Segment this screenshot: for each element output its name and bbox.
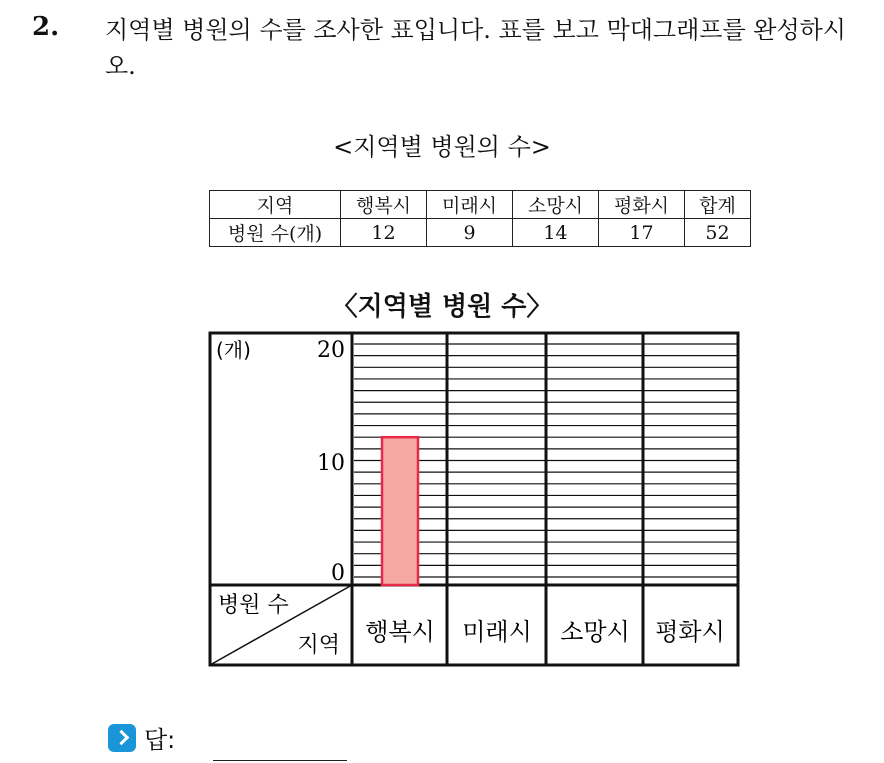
- y-tick-label: 0: [331, 561, 345, 586]
- answer-blank[interactable]: [213, 760, 347, 761]
- table-header-cell: 소망시: [513, 191, 599, 219]
- chevron-right-icon: [108, 724, 136, 752]
- chart-title: 〈지역별 병원 수〉: [331, 292, 553, 322]
- y-tick-label: 10: [317, 451, 345, 476]
- category-label: 미래시: [462, 618, 532, 646]
- unit-label: (개): [216, 338, 251, 362]
- answer-label: 답:: [144, 726, 176, 754]
- answer-area: [108, 720, 175, 755]
- table-cell: 14: [513, 219, 599, 247]
- table-header-cell: 행복시: [341, 191, 427, 219]
- corner-top-label: 병원 수: [218, 593, 289, 618]
- table-title: <지역별 병원의 수>: [333, 133, 551, 161]
- table-cell: 52: [685, 219, 751, 247]
- table-cell: 9: [427, 219, 513, 247]
- table-cell: 병원 수(개): [210, 219, 341, 247]
- category-label: 행복시: [365, 618, 435, 646]
- table-header-cell: 평화시: [599, 191, 685, 219]
- table-cell: 17: [599, 219, 685, 247]
- question-number: 2.: [32, 12, 60, 42]
- category-label: 평화시: [655, 618, 725, 646]
- table-header-cell: 합계: [685, 191, 751, 219]
- y-tick-label: 20: [317, 338, 345, 363]
- category-label: 소망시: [560, 618, 630, 646]
- question-text: 지역별 병원의 수를 조사한 표입니다. 표를 보고 막대그래프를 완성하시오.: [105, 16, 846, 80]
- table-header-cell: 미래시: [427, 191, 513, 219]
- graph-frame: [210, 333, 738, 665]
- bars: [382, 437, 418, 585]
- bar: [382, 437, 418, 585]
- table-header-cell: 지역: [210, 191, 341, 219]
- corner-bottom-label: 지역: [297, 633, 340, 658]
- table-cell: 12: [341, 219, 427, 247]
